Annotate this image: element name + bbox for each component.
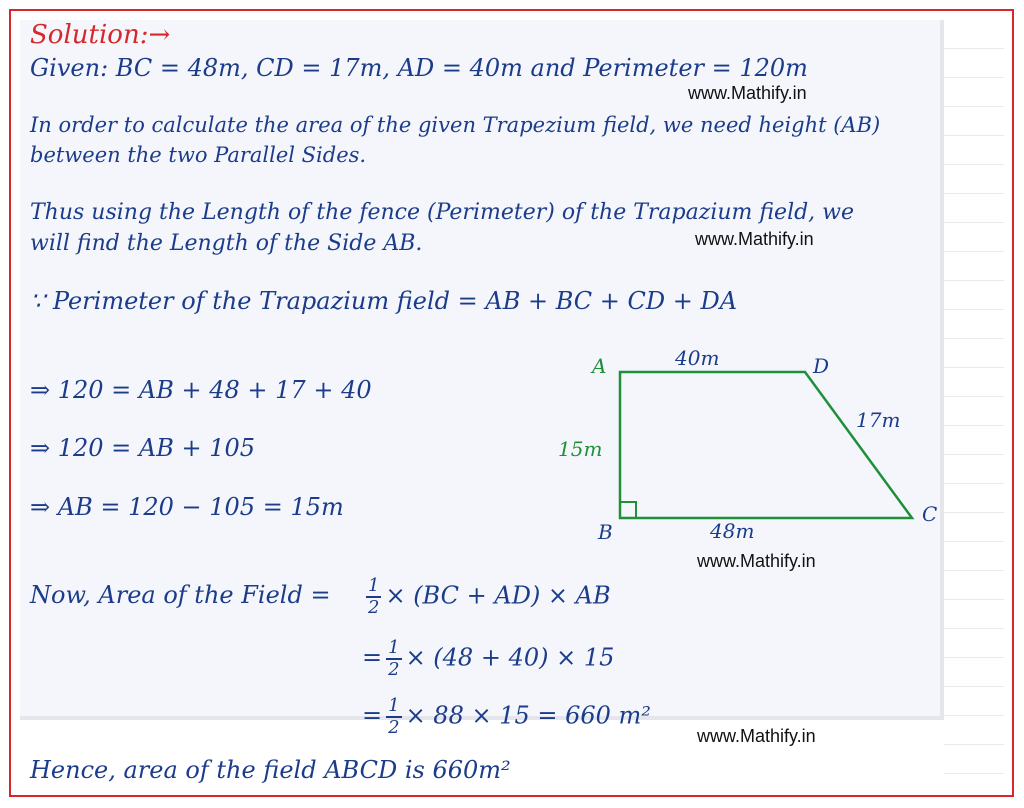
- area-label: Now, Area of the Field =: [30, 581, 331, 609]
- para1-line2: between the two Parallel Sides.: [30, 143, 367, 167]
- bottom-side-label: 48m: [710, 519, 755, 543]
- area-line-1: $\frac{1}{2}$ × (BC + AD) × AB: [368, 575, 611, 618]
- step-3: ⇒ AB = 120 − 105 = 15m: [30, 493, 344, 521]
- vertex-c-label: C: [922, 502, 938, 526]
- left-side-label: 15m: [558, 437, 603, 461]
- top-side-label: 40m: [675, 346, 720, 370]
- trapezium-diagram: [550, 345, 950, 549]
- ruled-paper-strip: [944, 20, 1004, 780]
- para1-line1: In order to calculate the area of the given Trapezium field, we need height (AB): [30, 113, 881, 137]
- right-side-label: 17m: [856, 408, 901, 432]
- vertex-d-label: D: [813, 354, 830, 378]
- watermark: www.Mathify.in: [697, 551, 816, 571]
- step-1: ⇒ 120 = AB + 48 + 17 + 40: [30, 376, 372, 404]
- area-line-2: = $\frac{1}{2}$ × (48 + 40) × 15: [362, 637, 615, 680]
- area-line-3: = $\frac{1}{2}$ × 88 × 15 = 660 m²: [362, 695, 651, 738]
- vertex-a-label: A: [592, 354, 607, 378]
- watermark: www.Mathify.in: [688, 83, 807, 103]
- watermark: www.Mathify.in: [697, 726, 816, 746]
- perimeter-equation: ∵ Perimeter of the Trapazium field = AB + BC + CD + DA: [30, 287, 738, 315]
- para2-line1: Thus using the Length of the fence (Perimeter) of the Trapazium field, we: [30, 200, 855, 225]
- half-fraction: $\frac{1}{2}$: [388, 695, 400, 738]
- watermark: www.Mathify.in: [695, 229, 814, 249]
- half-fraction: $\frac{1}{2}$: [368, 575, 380, 618]
- solution-heading: Solution:→: [30, 20, 171, 50]
- step-2: ⇒ 120 = AB + 105: [30, 434, 256, 462]
- trapezium-shape: [620, 372, 912, 518]
- conclusion-line: Hence, area of the field ABCD is 660m²: [30, 756, 511, 784]
- given-line: Given: BC = 48m, CD = 17m, AD = 40m and Perimeter = 120m: [30, 54, 808, 82]
- half-fraction: $\frac{1}{2}$: [388, 637, 400, 680]
- right-angle-marker: [620, 502, 636, 518]
- para2-line2: will find the Length of the Side AB.: [30, 231, 423, 256]
- vertex-b-label: B: [598, 520, 613, 544]
